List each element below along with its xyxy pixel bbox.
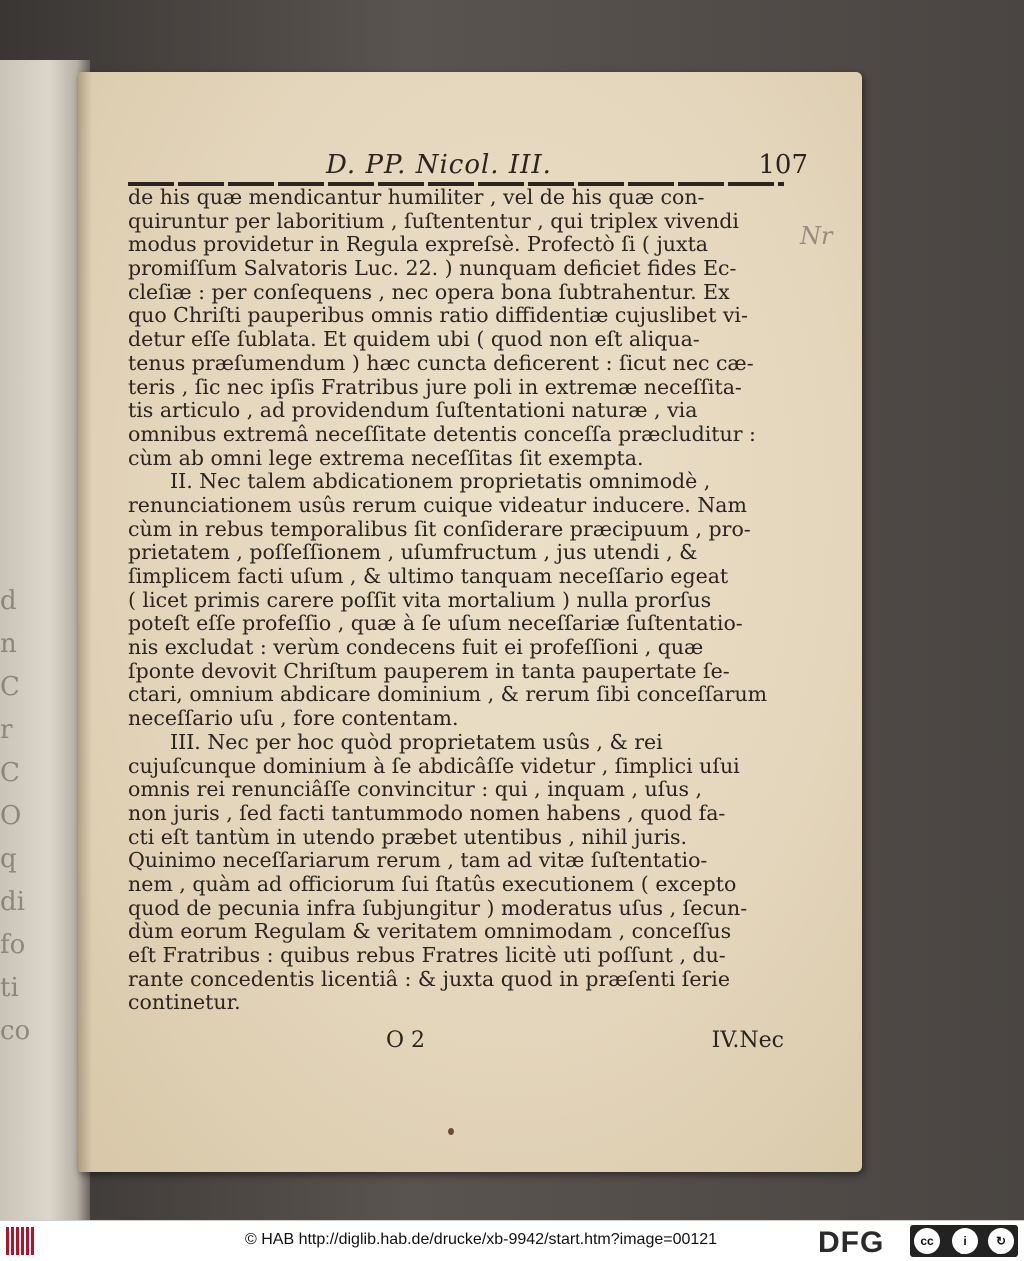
pencil-annotation: Nr xyxy=(800,222,833,250)
text-line: teris , ſic nec ipſis Fratribus jure poli in extremæ neceſſita- xyxy=(128,375,742,399)
text-line: detur eſſe ſublata. Et quidem ubi ( quod non eſt aliqua- xyxy=(128,328,700,352)
previous-page-fragment: fo xyxy=(0,930,26,960)
previous-page-fragment: q xyxy=(0,844,17,874)
previous-page-fragment: d xyxy=(0,586,17,616)
text-line: rante concedentis licentiâ : & juxta quod in præſenti ſerie xyxy=(128,967,730,991)
text-line: cti eſt tantùm in utendo præbet utentibus , nihil juris. xyxy=(128,825,688,849)
text-line: ctari, omnium abdicare dominium , & rerum ſibi conceſſarum xyxy=(128,683,768,707)
text-line: omnibus extremâ neceſſitate detentis conceſſa præcluditur : xyxy=(128,422,756,446)
text-line: modus providetur in Regula expreſsè. Profectò ſi ( juxta xyxy=(128,233,709,257)
text-line: de his quæ mendicantur humiliter , vel de his quæ con- xyxy=(128,186,705,209)
credit-link[interactable]: © HAB http://diglib.hab.de/drucke/xb-9942/start.htm?image=00121 xyxy=(245,1231,718,1248)
text-line: III. Nec per hoc quòd proprietatem usûs , & rei xyxy=(170,730,663,754)
text-line: omnis rei renunciâſſe convincitur : qui , inquam , uſus , xyxy=(128,778,703,802)
page-number: 107 xyxy=(758,150,808,180)
text-line: prietatem , poſſeſſionem , uſumfructum , jus utendi , & xyxy=(128,541,698,565)
share-alike-icon: ↻ xyxy=(988,1228,1014,1254)
dfg-logo[interactable]: DFG xyxy=(818,1226,885,1259)
text-line: promiſſum Salvatoris Luc. 22. ) nunquam deficiet fides Ec- xyxy=(128,257,737,281)
text-line: renunciationem usûs rerum cuique videatur inducere. Nam xyxy=(128,493,747,517)
text-line: continetur. xyxy=(128,991,241,1015)
text-line: eſt Fratribus : quibus rebus Fratres licitè uti poſſunt , du- xyxy=(128,944,726,967)
sa-label: SA xyxy=(996,1249,1006,1256)
cc-icon: cc xyxy=(914,1228,940,1254)
text-line: ſponte devovit Chriſtum pauperem in tanta paupertate ſe- xyxy=(128,659,730,683)
text-line: ſimplicem facti uſum , & ultimo tanquam neceſſario egeat xyxy=(128,565,729,588)
previous-page-fragment: C xyxy=(0,758,20,788)
previous-page-edge xyxy=(0,60,90,1220)
text-line: quiruntur per laboritium , ſuſtententur , qui triplex vivendi xyxy=(128,209,739,233)
text-line: II. Nec talem abdicationem proprietatis omnimodè , xyxy=(170,470,711,494)
text-line: Quinimo neceſſariarum rerum , tam ad vitæ ſuſtentatio- xyxy=(128,849,708,873)
previous-page-fragment: O xyxy=(0,801,22,831)
text-line: ( licet primis carere poſſit vita mortalium ) nulla prorſus xyxy=(128,588,712,612)
viewer-footer-bar xyxy=(0,1220,1024,1261)
previous-page-fragments xyxy=(0,580,40,1100)
by-label: BY xyxy=(960,1249,970,1256)
hab-logo-icon[interactable] xyxy=(6,1227,36,1255)
text-line: nem , quàm ad officiorum ſui ſtatûs executionem ( excepto xyxy=(128,872,737,896)
text-line: nis excludat : verùm condecens fuit ei profeſſioni , quæ xyxy=(128,636,704,660)
text-line: cujuſcunque dominium à ſe abdicâſſe videtur , ſimplici uſui xyxy=(128,754,740,778)
running-header xyxy=(128,150,818,186)
attribution-icon: i xyxy=(952,1228,978,1254)
body-text xyxy=(128,186,784,1015)
previous-page-fragment: co xyxy=(0,1016,31,1046)
text-line: neceſſario uſu , fore contentam. xyxy=(128,707,459,731)
text-line: poteſt eſſe profeſſio , quæ à ſe uſum neceſſariæ ſuſtentatio- xyxy=(128,612,743,636)
text-line: quo Chriſti pauperibus omnis ratio diffidentiæ cujuslibet vi- xyxy=(128,304,748,328)
text-line: dùm eorum Regulam & veritatem omnimodam , conceſſus xyxy=(128,920,732,944)
previous-page-fragment: di xyxy=(0,887,25,917)
text-line: quod de pecunia infra ſubjungitur ) moderatus uſus , ſecun- xyxy=(128,896,748,920)
text-line: non juris , ſed facti tantummodo nomen habens , quod fa- xyxy=(128,801,726,825)
text-line: cùm ab omni lege extrema neceſſitas ſit exempta. xyxy=(128,446,644,470)
text-line: cùm in rebus temporalibus ſit conſiderare præcipuum , pro- xyxy=(128,517,751,541)
text-line: cleſiæ : per conſequens , nec opera bona ſubtrahentur. Ex xyxy=(128,280,730,304)
text-line: tis articulo , ad providendum ſuſtentationi naturæ , via xyxy=(128,399,698,423)
ink-spot xyxy=(448,1128,454,1135)
catchword: IV.Nec xyxy=(711,1028,784,1053)
text-line: tenus præſumendum ) hæc cuncta deficerent : ſicut nec cæ- xyxy=(128,351,754,375)
previous-page-fragment: n xyxy=(0,629,17,659)
book-page xyxy=(78,72,862,1172)
previous-page-fragment: ti xyxy=(0,973,19,1003)
previous-page-fragment: C xyxy=(0,672,20,702)
signature-mark: O 2 xyxy=(386,1028,426,1053)
previous-page-fragment: r xyxy=(0,715,13,745)
cc-license-badge[interactable] xyxy=(910,1225,1018,1257)
running-title: D. PP. Nicol. III. xyxy=(326,150,552,180)
page-footer xyxy=(128,1028,784,1058)
